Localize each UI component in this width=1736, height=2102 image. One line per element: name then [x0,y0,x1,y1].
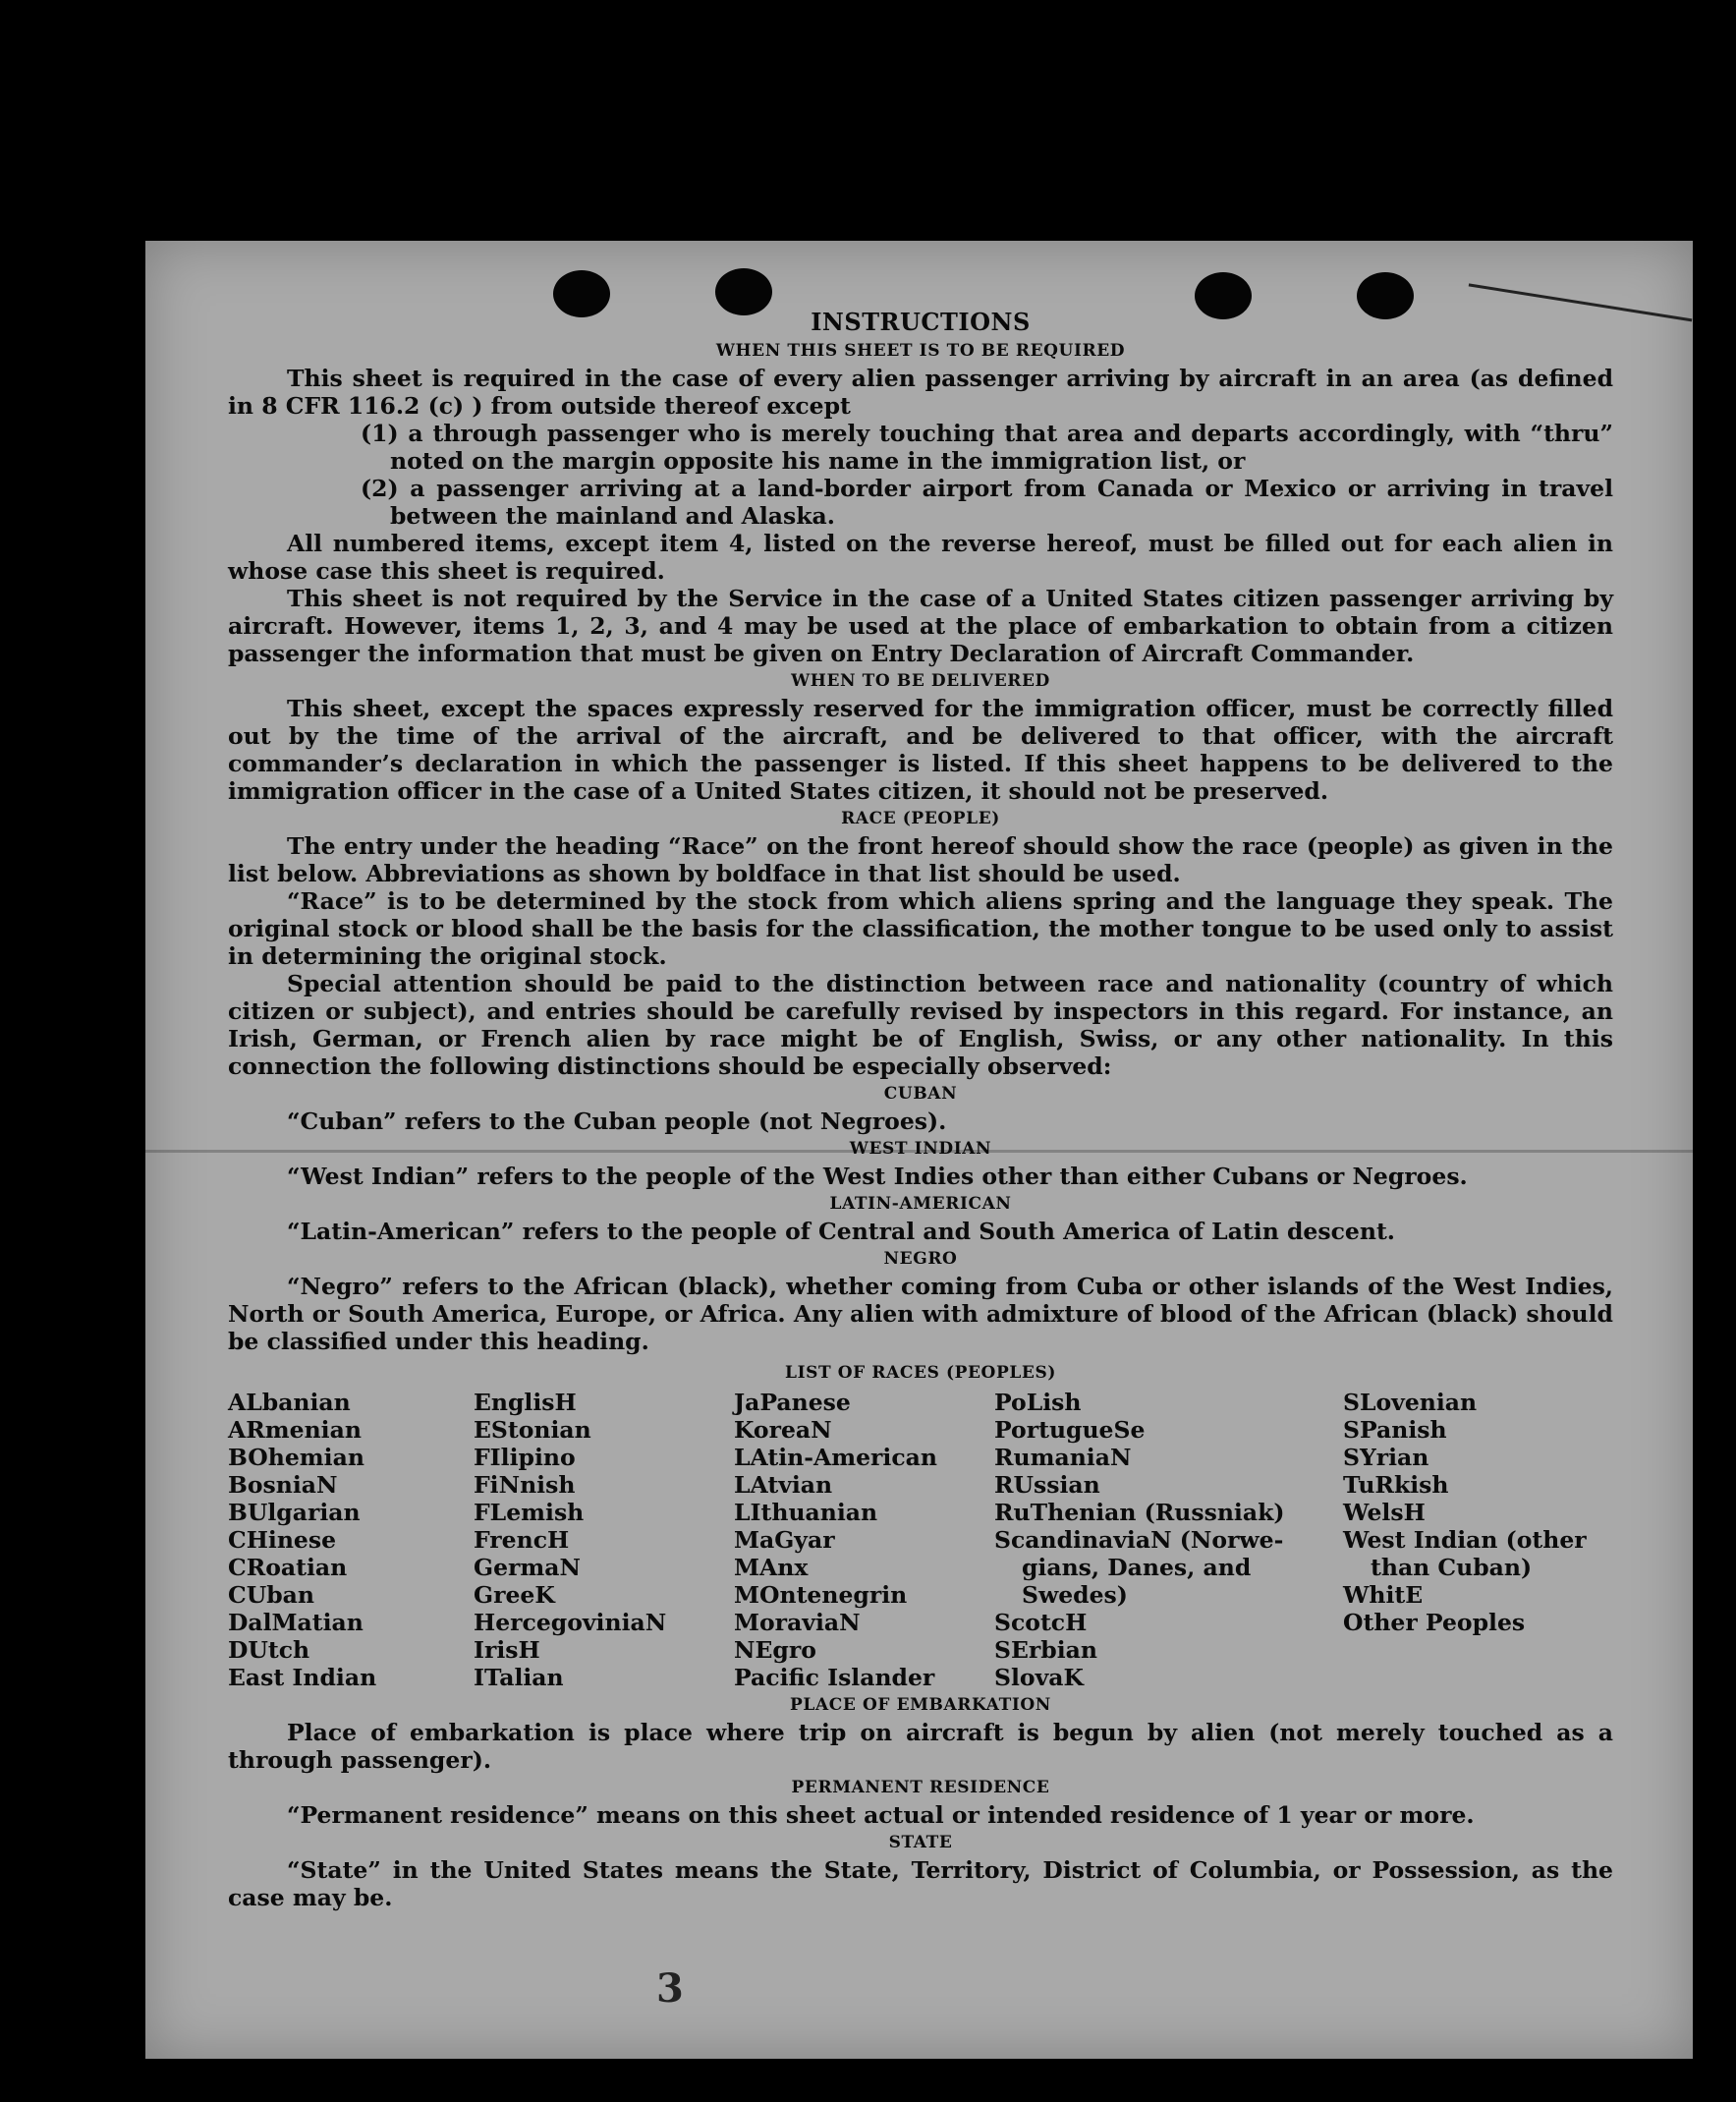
heading-latin-american: LATIN-AMERICAN [829,1194,1012,1214]
race-entry: ScotcH [994,1609,1088,1636]
race-entry: ITalian [474,1664,564,1691]
race-column [228,1389,474,1691]
race-entry: KoreaN [734,1416,832,1444]
race-entry: RUssian [994,1471,1100,1499]
race-entry: SErbian [994,1636,1097,1664]
race-entry: gians, Danes, and [1022,1554,1252,1581]
instructions-text [228,308,1613,1911]
race-entry: than Cuban) [1371,1554,1533,1581]
paragraph: “Cuban” refers to the Cuban people (not Negroes). [287,1108,947,1135]
paragraph: “Latin-American” refers to the people of Central and South America of Latin descent. [287,1218,1395,1245]
race-entry: PoLish [994,1389,1082,1416]
race-entry: SLovenian [1343,1389,1478,1416]
race-entry: TuRkish [1343,1471,1449,1499]
race-column [734,1389,994,1691]
heading-race: RACE (PEOPLE) [841,809,1000,828]
heading-west-indian: WEST INDIAN [849,1139,992,1159]
race-entry: JaPanese [734,1389,851,1416]
paragraph: This sheet is required in the case of every alien passenger arriving by aircraft in an area (as defined in 8 CFR 116.2 (c) ) from outside thereof except [228,365,1613,420]
race-entry: Other Peoples [1343,1609,1526,1636]
race-entry: ALbanian [228,1389,351,1416]
paragraph: “Permanent residence” means on this sheet actual or intended residence of 1 year or more. [287,1801,1475,1829]
paragraph: Special attention should be paid to the distinction between race and nationality (country of which citizen or subject), and entries should be carefully revised by inspectors in this regard. For instance, an Irish, German, or French alien by race might be of English, Swiss, or any other nationality. In this connection the following distinctions should be especially observed: [228,970,1613,1080]
race-entry: EnglisH [474,1389,577,1416]
race-entry: RumaniaN [994,1444,1132,1471]
heading-state: STATE [888,1833,953,1852]
race-entry: Pacific Islander [734,1664,935,1691]
race-entry: SlovaK [994,1664,1084,1691]
race-entry: CHinese [228,1526,337,1554]
race-column [994,1389,1343,1691]
race-entry: FLemish [474,1499,585,1526]
page-title: INSTRUCTIONS [811,308,1031,336]
race-entry: SYrian [1343,1444,1429,1471]
race-entry: FiNnish [474,1471,576,1499]
race-entry: WelsH [1343,1499,1426,1526]
race-entry: BosniaN [228,1471,338,1499]
race-entry: HercegoviniaN [474,1609,667,1636]
exception-item: (2) a passenger arriving at a land-border airport from Canada or Mexico or arriving in travel between the mainland and Alaska. [361,475,1613,530]
paragraph: The entry under the heading “Race” on the front hereof should show the race (people) as given in the list below. Abbreviations as shown by boldface in that list should be used. [228,832,1613,887]
race-entry: MoraviaN [734,1609,861,1636]
paragraph: “State” in the United States means the State, Territory, District of Columbia, or Possession, as the case may be. [228,1856,1613,1911]
race-entry: EStonian [474,1416,591,1444]
race-entry: GermaN [474,1554,581,1581]
race-entry: DUtch [228,1636,310,1664]
race-entry: PortugueSe [994,1416,1146,1444]
race-entry: East Indian [228,1664,377,1691]
paragraph: This sheet is not required by the Service in the case of a United States citizen passenger arriving by aircraft. However, items 1, 2, 3, and 4 may be used at the place of embarkation to obtain from a citizen passenger the information that must be given on Entry Declaration of Aircraft Commander. [228,585,1613,667]
race-entry: LAtin-American [734,1444,937,1471]
paragraph: “Negro” refers to the African (black), whether coming from Cuba or other islands of the West Indies, North or South America, Europe, or Africa. Any alien with admixture of blood of the African (black) should be classified under this heading. [228,1273,1613,1355]
race-entry: MAnx [734,1554,809,1581]
race-entry: West Indian (other [1343,1526,1587,1554]
heading-when-required: WHEN THIS SHEET IS TO BE REQUIRED [715,341,1126,361]
exception-item: (1) a through passenger who is merely touching that area and departs accordingly, with “thru” noted on the margin opposite his name in the immigration list, or [361,420,1613,475]
heading-cuban: CUBAN [883,1084,958,1104]
race-entry: IrisH [474,1636,540,1664]
race-entry: GreeK [474,1581,555,1609]
handwritten-mark: 3 [656,1965,684,2012]
race-entry: DalMatian [228,1609,364,1636]
race-entry: ScandinaviaN (Norwe- [994,1526,1284,1554]
heading-residence: PERMANENT RESIDENCE [791,1778,1050,1797]
race-entry: MaGyar [734,1526,835,1554]
race-entry: LIthuanian [734,1499,878,1526]
race-entry: LAtvian [734,1471,833,1499]
heading-list-of-races: LIST OF RACES (PEOPLES) [785,1363,1056,1383]
race-entry: RuThenian (Russniak) [994,1499,1285,1526]
heading-negro: NEGRO [883,1249,958,1269]
paragraph: “Race” is to be determined by the stock from which aliens spring and the language they speak. The original stock or blood shall be the basis for the classification, the mother tongue to be used only to assist in determining the original stock. [228,887,1613,970]
heading-when-delivered: WHEN TO BE DELIVERED [791,671,1050,691]
document-sheet [145,241,1693,2059]
race-entry: Swedes) [1022,1581,1128,1609]
race-entry: MOntenegrin [734,1581,908,1609]
race-entry: ARmenian [228,1416,362,1444]
race-entry: NEgro [734,1636,816,1664]
paragraph: This sheet, except the spaces expressly reserved for the immigration officer, must be correctly filled out by the time of the arrival of the aircraft, and be delivered to that officer, with the aircraft commander’s declaration in which the passenger is listed. If this sheet happens to be delivered to the immigration officer in the case of a United States citizen, it should not be preserved. [228,695,1613,805]
race-entry: CUban [228,1581,314,1609]
paragraph: “West Indian” refers to the people of the West Indies other than either Cubans or Negroes. [287,1163,1468,1190]
race-entry: BUlgarian [228,1499,361,1526]
race-entry: CRoatian [228,1554,348,1581]
race-entry: WhitE [1343,1581,1424,1609]
race-column [1343,1389,1618,1691]
race-entry: SPanish [1343,1416,1447,1444]
paragraph: Place of embarkation is place where trip on aircraft is begun by alien (not merely touched as a through passenger). [228,1719,1613,1774]
paragraph: All numbered items, except item 4, listed on the reverse hereof, must be filled out for each alien in whose case this sheet is required. [228,530,1613,585]
race-entry: FrencH [474,1526,570,1554]
race-entry: FIlipino [474,1444,576,1471]
race-entry: BOhemian [228,1444,364,1471]
race-column [474,1389,734,1691]
race-list [228,1389,1613,1691]
heading-embarkation: PLACE OF EMBARKATION [790,1695,1051,1715]
